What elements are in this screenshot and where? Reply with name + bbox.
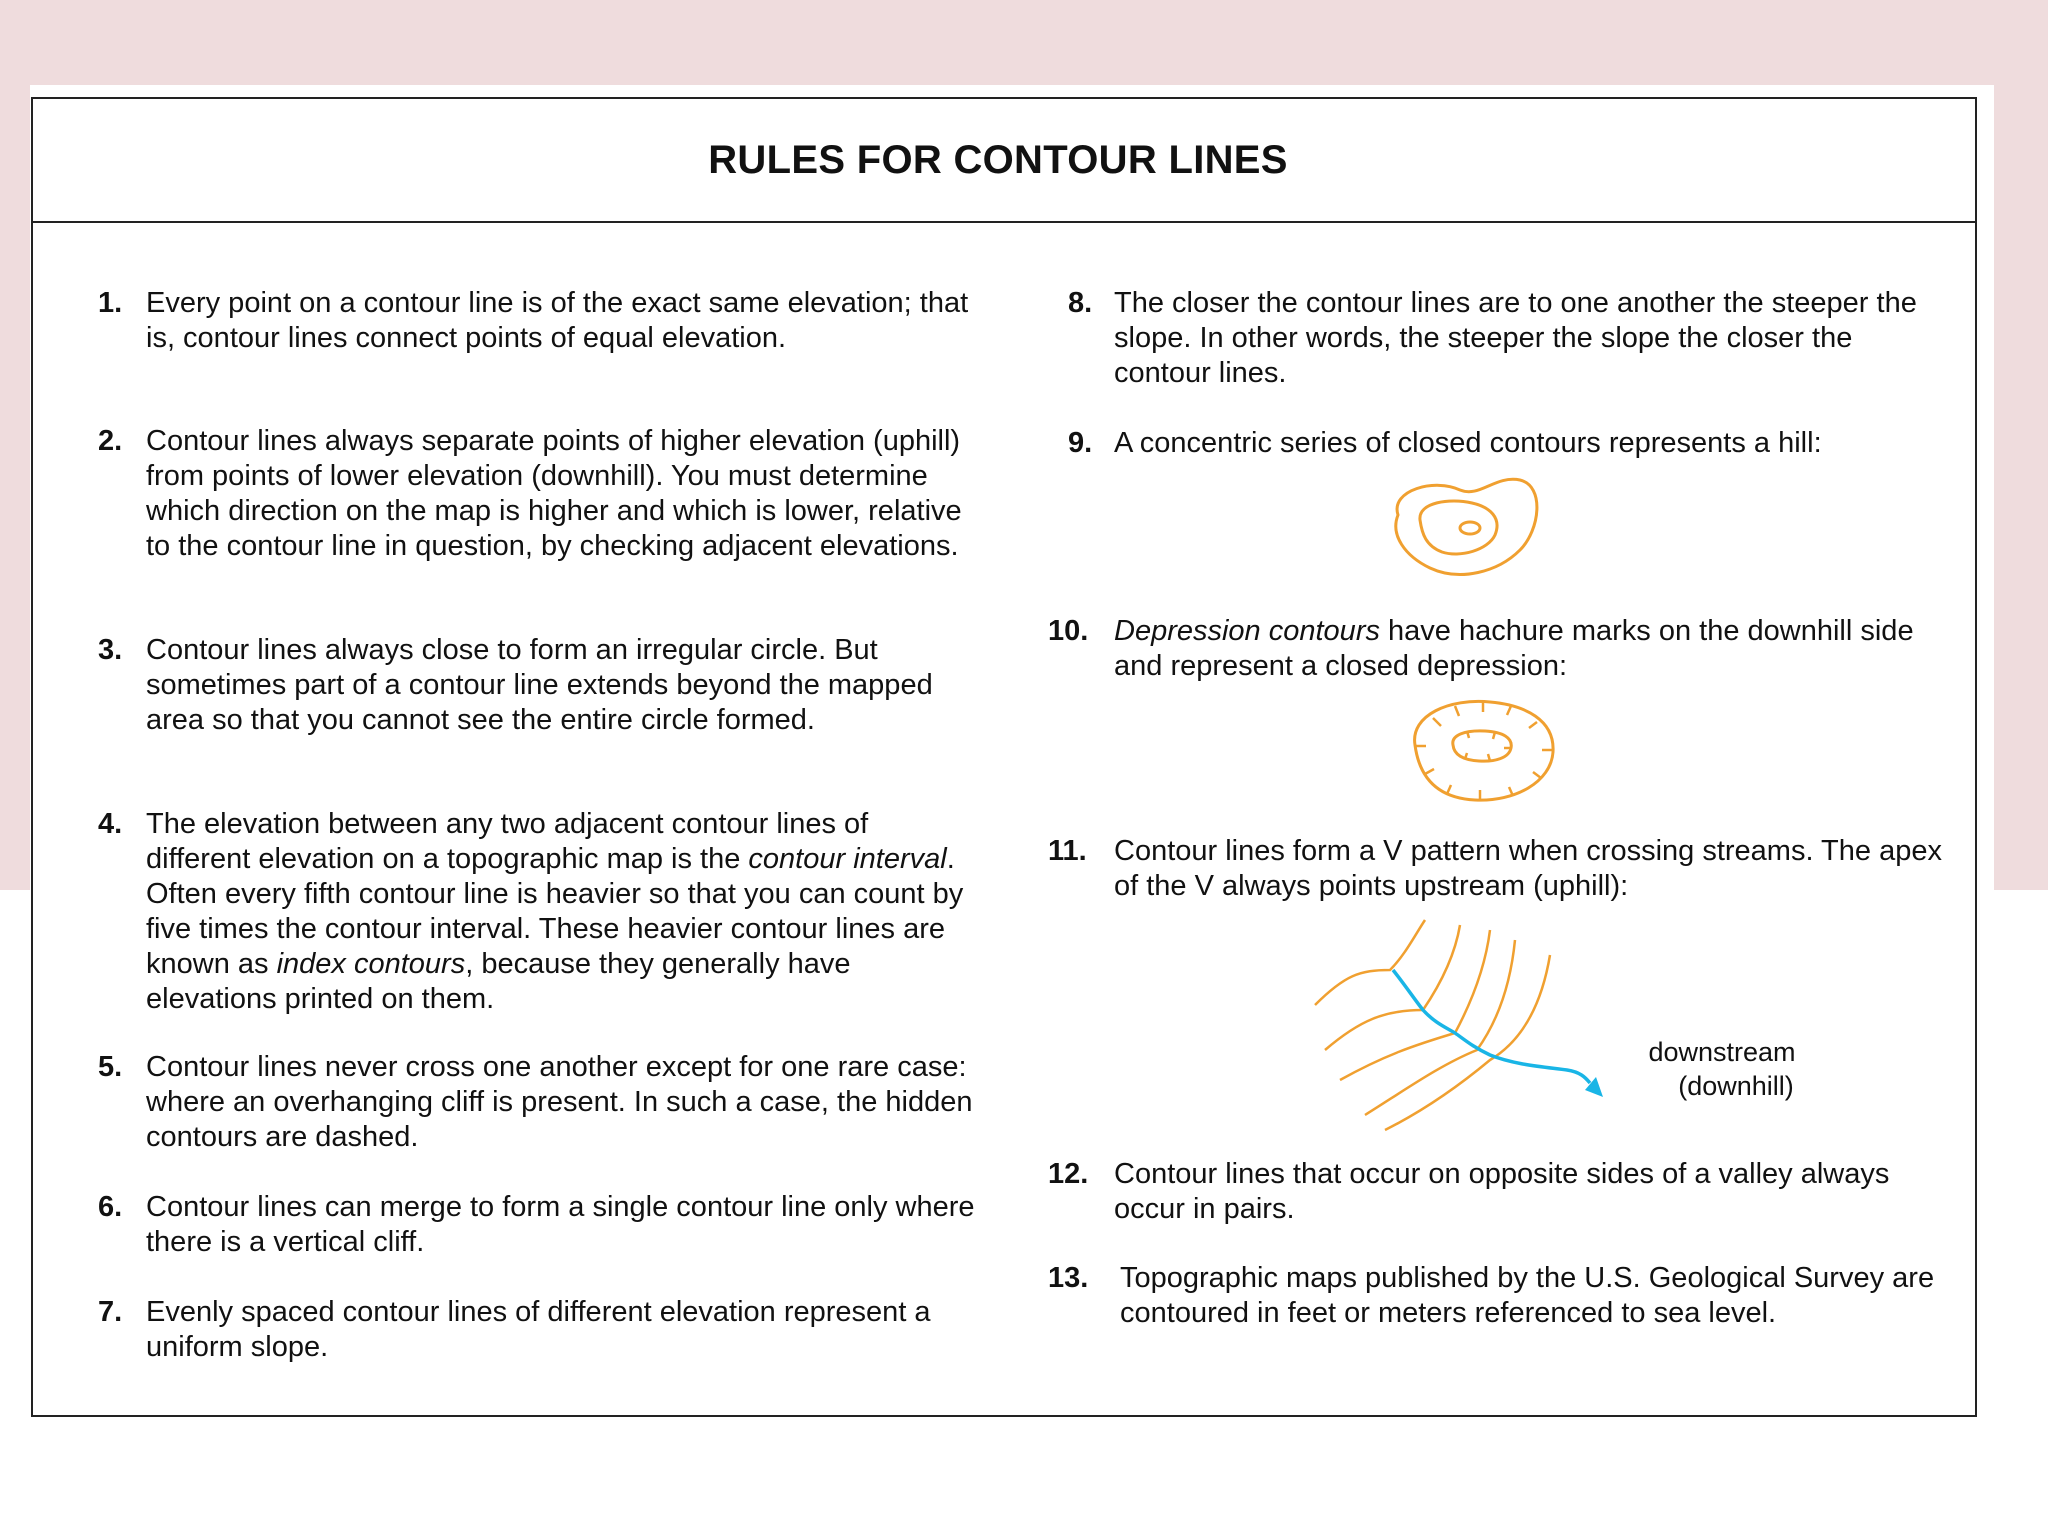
rule-6 — [98, 1190, 978, 1260]
depression-contour-inner — [1453, 731, 1511, 761]
rule-text: Contour lines always close to form an irregular circle. But sometimes part of a contour line extends beyond the mapped area so that you cannot see the entire circle formed. — [146, 634, 933, 736]
stream-label — [1622, 1035, 1822, 1103]
v-contour-lines — [1315, 920, 1550, 1130]
hill-contour-inner — [1460, 522, 1480, 534]
rule-number: 11. — [1048, 835, 1087, 867]
depression-contour-outer — [1415, 701, 1554, 800]
rule-13 — [1048, 1261, 1948, 1331]
stream-label-line1: downstream — [1648, 1037, 1796, 1067]
rule-number: 2. — [98, 425, 123, 457]
rule-number: 10. — [1048, 615, 1089, 647]
title-bar — [33, 99, 1975, 223]
term-contour-interval: contour interval — [748, 843, 947, 875]
depression-contour-lines — [1415, 701, 1554, 800]
rule-number: 8. — [1068, 287, 1093, 319]
v-contour-line — [1365, 940, 1515, 1115]
rule-text: Every point on a contour line is of the exact same elevation; that is, contour lines connect points of equal elevation. — [146, 287, 969, 354]
rule-text: Evenly spaced contour lines of different elevation represent a uniform slope. — [146, 1296, 931, 1363]
rule-text: The elevation between any two adjacent contour lines of different elevation on a topographic map is the contour interval. Often every fifth contour line is heavier so that you can count by five times the contour interval. These heavier contour lines are known as index contours, because they generally have elevations printed on them. — [146, 808, 964, 1015]
rule-4 — [98, 807, 978, 1017]
rule-10 — [1048, 614, 1948, 684]
rule-number: 9. — [1068, 427, 1093, 459]
rule-text: Topographic maps published by the U.S. Geological Survey are contoured in feet or meters referenced to sea level. — [1120, 1262, 1935, 1329]
rule-number: 7. — [98, 1296, 123, 1328]
page-title: RULES FOR CONTOUR LINES — [708, 137, 1288, 182]
rule-8 — [1048, 286, 1948, 391]
rule-number: 1. — [98, 287, 123, 319]
rule-5 — [98, 1050, 978, 1155]
v-contour-line — [1325, 925, 1460, 1050]
rule-text: The closer the contour lines are to one another the steeper the slope. In other words, the steeper the slope the closer the contour lines. — [1114, 287, 1917, 389]
rule-text: Contour lines that occur on opposite sides of a valley always occur in pairs. — [1114, 1158, 1890, 1225]
rule-number: 4. — [98, 808, 123, 840]
term-index-contours: index contours — [276, 948, 466, 980]
rule-2 — [98, 424, 978, 564]
hill-contour-lines — [1396, 479, 1537, 574]
rule-number: 5. — [98, 1051, 123, 1083]
stream-label-line2: (downhill) — [1678, 1071, 1794, 1101]
rule-number: 13. — [1048, 1262, 1089, 1294]
rule-text: Contour lines always separate points of higher elevation (uphill) from points of lower elevation (downhill). You must determine which direction on the map is higher and which is lower, relative to the contour line in question, by checking adjacent elevations. — [146, 425, 962, 562]
hill-contours-figure — [1380, 470, 1550, 585]
rule-text: Contour lines never cross one another except for one rare case: where an overhanging cliff is present. In such a case, the hidden contours are dashed. — [146, 1051, 973, 1153]
rule-number: 6. — [98, 1191, 123, 1223]
hill-contour-middle — [1420, 501, 1497, 554]
rule-text: Depression contours have hachure marks on the downhill side and represent a closed depression: — [1114, 615, 1914, 682]
rule-7 — [98, 1295, 978, 1365]
rule-text: Contour lines form a V pattern when crossing streams. The apex of the V always points upstream (uphill): — [1114, 835, 1942, 902]
rule-9 — [1048, 426, 1948, 461]
term-depression-contours: Depression contours — [1114, 615, 1380, 647]
rule-11 — [1048, 834, 1948, 904]
rule-text: Contour lines can merge to form a single contour line only where there is a vertical cliff. — [146, 1191, 975, 1258]
rule-text: A concentric series of closed contours represents a hill: — [1114, 427, 1822, 459]
hill-contour-outer — [1396, 479, 1537, 574]
rule-number: 12. — [1048, 1158, 1089, 1190]
rule-number: 3. — [98, 634, 123, 666]
rule-3 — [98, 633, 978, 738]
rule-12 — [1048, 1157, 1948, 1227]
v-contour-line — [1340, 930, 1490, 1080]
rule-1 — [98, 286, 978, 356]
depression-contours-figure — [1395, 690, 1565, 810]
